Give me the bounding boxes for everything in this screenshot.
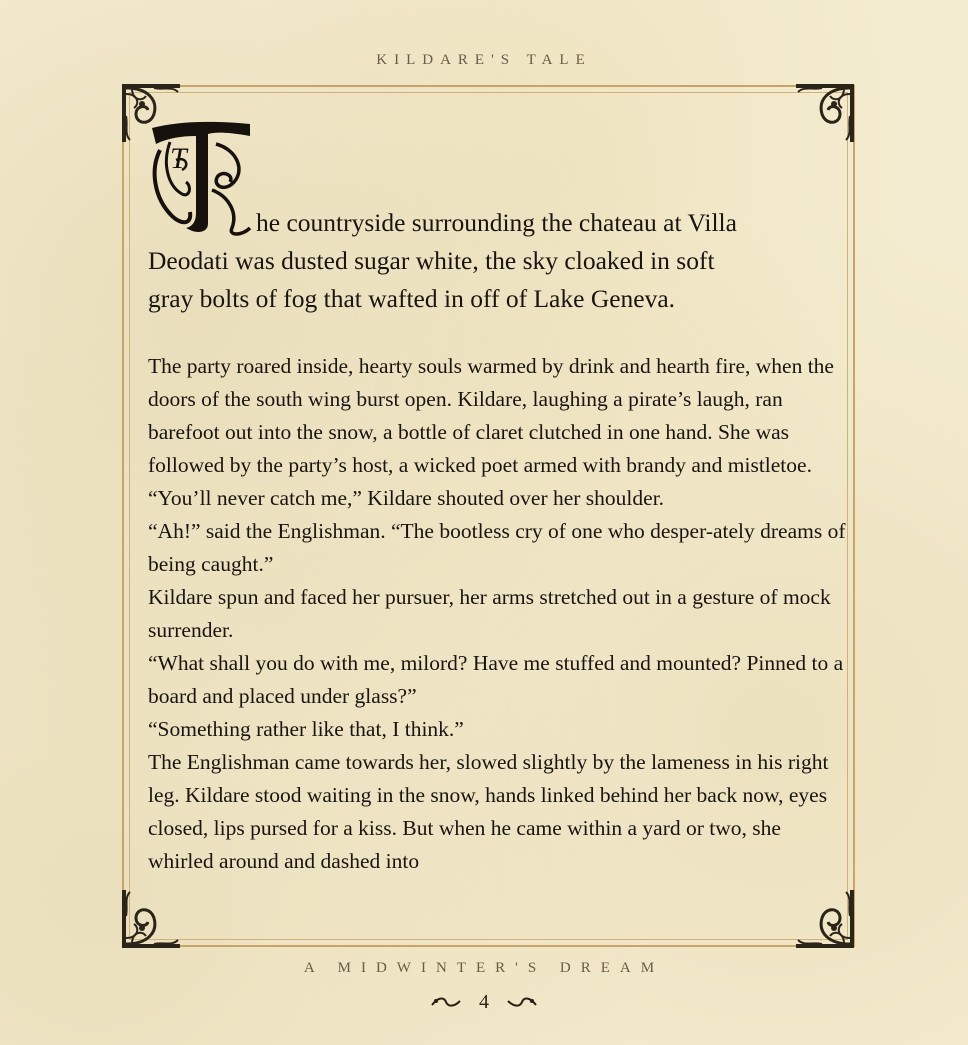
lead-line-1: he countryside surrounding the chateau at Villa — [256, 208, 737, 237]
lead-paragraph — [148, 204, 838, 318]
book-title-footer: A MIDWINTER'S DREAM — [303, 960, 665, 976]
corner-ornament-icon — [118, 886, 184, 952]
lead-line-2: Deodati was dusted sugar white, the sky cloaked in soft — [148, 246, 715, 275]
paragraph: “What shall you do with me, milord? Have me stuffed and mounted? Pinned to a board and placed under glass?” — [148, 651, 844, 708]
flourish-left-icon — [430, 995, 464, 1009]
paragraph: “Ah!” said the Englishman. “The bootless cry of one who desper-ately dreams of being caught.” — [148, 519, 846, 576]
page-number: 4 — [479, 990, 489, 1013]
svg-text:T: T — [170, 142, 187, 175]
flourish-right-icon — [504, 995, 538, 1009]
paragraph: The party roared inside, hearty souls warmed by drink and hearth fire, when the doors of the south wing burst open. Kildare, laughing a pirate’s laugh, ran barefoot out into the snow, a bottle of claret clutched in one hand. She was followed by the party’s host, a wicked poet armed with brandy and mistletoe. — [148, 354, 834, 477]
corner-ornament-icon — [792, 80, 858, 146]
page-folio — [0, 990, 968, 1014]
story-body — [148, 350, 848, 878]
corner-ornament-icon — [792, 886, 858, 952]
paragraph: The Englishman came towards her, slowed slightly by the lameness in his right leg. Kildare stood waiting in the snow, hands linked behind her back now, eyes closed, lips pursed for a kiss. But when he came within a yard or two, she whirled around and dashed into — [148, 750, 829, 873]
lead-line-3: gray bolts of fog that wafted in off of Lake Geneva. — [148, 284, 676, 313]
paragraph: “You’ll never catch me,” Kildare shouted over her shoulder. — [148, 486, 665, 510]
paragraph: Kildare spun and faced her pursuer, her arms stretched out in a gesture of mock surrender. — [148, 585, 831, 642]
paragraph: “Something rather like that, I think.” — [148, 717, 464, 741]
running-head: KILDARE'S TALE — [376, 52, 592, 68]
